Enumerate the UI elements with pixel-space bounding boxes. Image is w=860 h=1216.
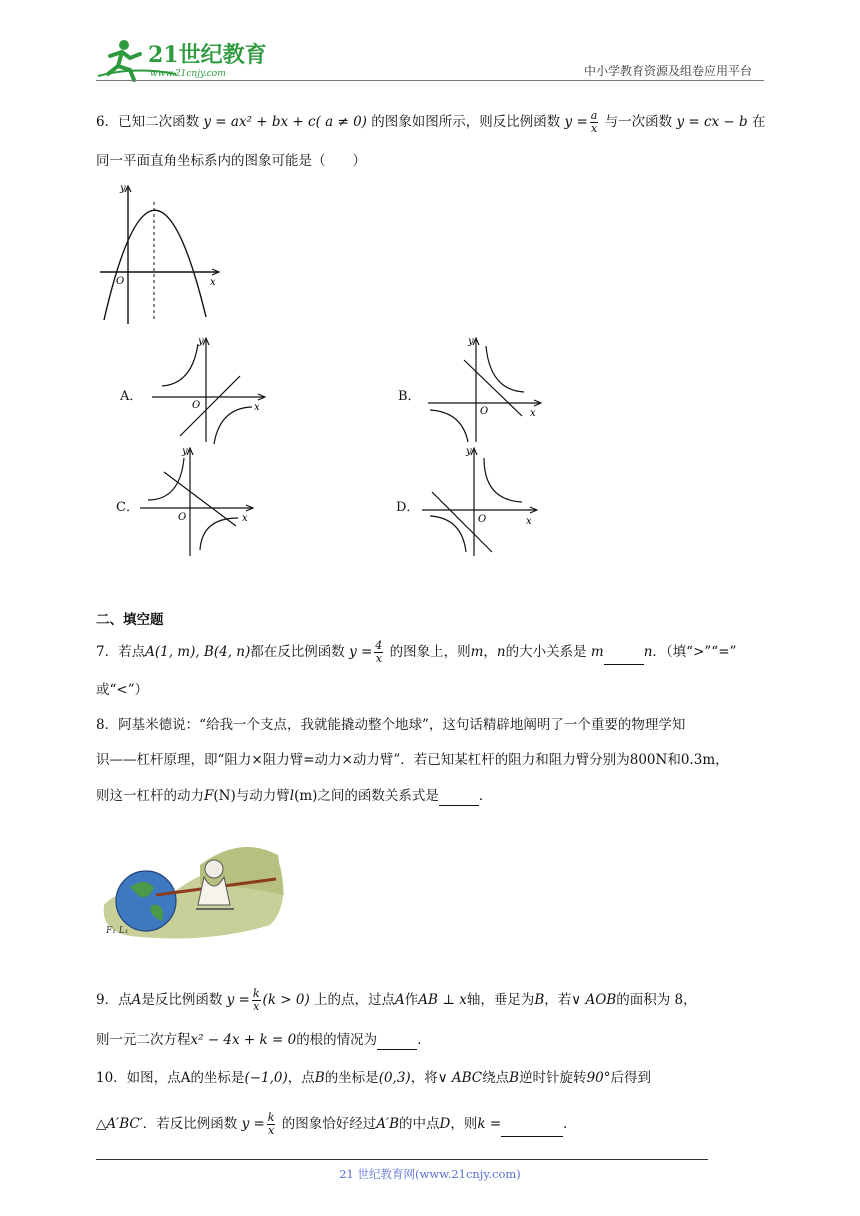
svg-text:O: O (192, 400, 201, 411)
q8-line3: 则这一杠杆的动力F(N)与动力臂l(m)之间的函数关系式是 ． (96, 788, 493, 804)
q9-answer-blank[interactable] (377, 1035, 417, 1050)
option-c-label[interactable]: C． (116, 500, 139, 515)
svg-text:y: y (466, 446, 472, 457)
q6-line2: 同一平面直角坐标系内的图象可能是（ ） (96, 153, 366, 169)
option-d-label[interactable]: D． (396, 500, 420, 515)
option-b-graph[interactable] (424, 334, 546, 446)
svg-text:x: x (526, 516, 532, 527)
svg-text:y: y (198, 336, 204, 347)
svg-text:y: y (120, 183, 126, 194)
q7-answer-blank[interactable] (604, 650, 644, 665)
svg-text:x: x (530, 408, 536, 419)
q8-answer-blank[interactable] (439, 791, 479, 806)
archimedes-illustration (100, 825, 290, 943)
option-a-graph[interactable] (148, 334, 270, 446)
q7-line1: 7．若点A(1, m), B(4, n)都在反比例函数 y = $\frac{4}{x}$ 的图象上，则m，n的大小关系是 m n．（填“>”“=” (96, 639, 737, 665)
header-divider (96, 80, 764, 81)
q10-answer-blank[interactable] (501, 1122, 563, 1137)
option-a-label[interactable]: A． (120, 389, 143, 404)
footer-text[interactable]: 21 世纪教育网(www.21cnjy.com) (339, 1167, 521, 1181)
svg-text:O: O (178, 512, 187, 523)
q9-line1: 9．点A是反比例函数 y = $\frac{k}{x}$ (k > 0) 上的点，过点A作AB ⊥ x轴，垂足为B，若∨ AOB的面积为 8， (96, 987, 697, 1013)
svg-text:x: x (242, 513, 248, 524)
parabola-figure (96, 182, 226, 328)
q8-line1: 8．阿基米德说：“给我一个支点，我就能撬动整个地球”，这句话精辟地阐明了一个重要的物理学知 (96, 717, 686, 733)
svg-text:x: x (254, 402, 260, 413)
option-c-graph[interactable] (136, 444, 258, 558)
svg-text:21世纪教育: 21世纪教育 (148, 42, 266, 68)
svg-text:O: O (478, 514, 487, 525)
q6-line1: 6．已知二次函数 y = ax² + bx + c( a ≠ 0) 的图象如图所示，则反比例函数 y = $\frac{a}{x}$ 与一次函数 y = cx − b 在 (96, 109, 766, 135)
footer-divider (96, 1159, 708, 1160)
q10-line2: △A′BC′．若反比例函数 y = $\frac{k}{x}$ 的图象恰好经过A′B的中点D，则k = ． (96, 1111, 577, 1137)
svg-text:O: O (480, 406, 489, 417)
svg-text:F₁ L₁: F₁ L₁ (106, 926, 129, 936)
q9-line2: 则一元二次方程x² − 4x + k = 0的根的情况为 ． (96, 1032, 431, 1048)
q8-line2: 识——杠杆原理，即“阻力×阻力臂=动力×动力臂”．若已知某杠杆的阻力和阻力臂分别为800N和0.3m， (96, 752, 729, 768)
svg-text:www.21cnjy.com: www.21cnjy.com (150, 69, 226, 79)
svg-text:O: O (116, 276, 125, 287)
site-logo (96, 36, 266, 82)
section-title: 二、填空题 (96, 612, 164, 628)
q7-line2: 或“<”） (96, 682, 149, 698)
svg-text:y: y (468, 336, 474, 347)
option-d-graph[interactable] (418, 444, 542, 558)
site-name: 中小学教育资源及组卷应用平台 (583, 64, 752, 78)
q10-line1: 10．如图，点A的坐标是(−1,0)，点B的坐标是(0,3)，将∨ ABC绕点B逆时针旋转90°后得到 (96, 1070, 651, 1086)
svg-text:y: y (182, 446, 188, 457)
option-b-label[interactable]: B． (398, 389, 421, 404)
svg-text:x: x (210, 277, 216, 288)
